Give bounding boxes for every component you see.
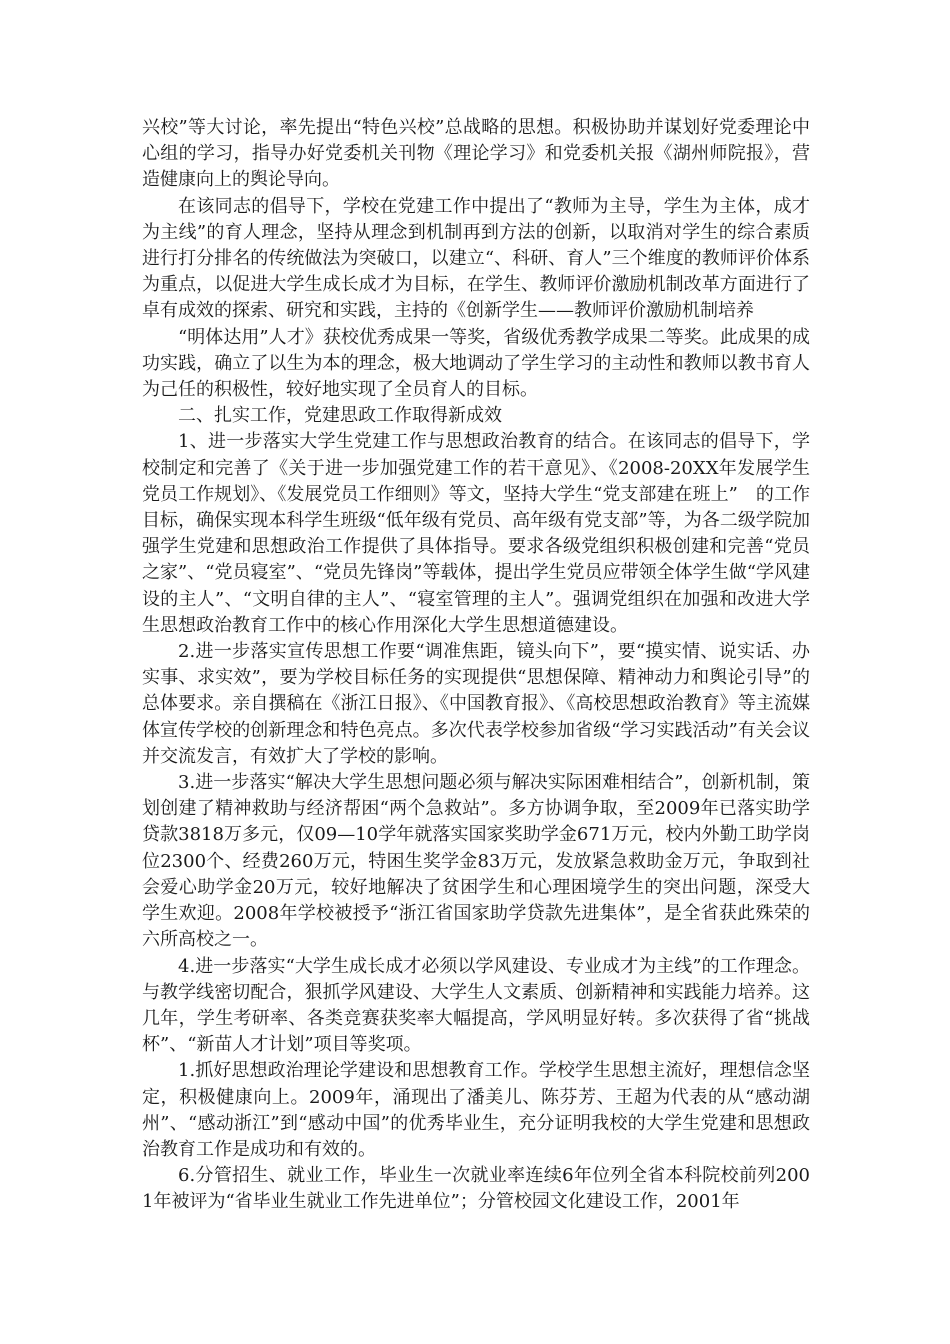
paragraph-education-concept: 在该同志的倡导下，学校在党建工作中提出了“教师为主导，学生为主体，成才为主线”的育人理念，坚持从理念到机制再到方法的创新，以取消对学生的综合素质进行打分排名的传统做法为突破口，以建立“、科研、育人”三个维度的教师评价体系为重点，以促进大学生成长成才为目标，在学生、教师评价激励机制改革方面进行了卓有成效的探索、研究和实践，主持的《创新学生——教师评价激励机制培养 <box>142 195 810 322</box>
section-heading: 二、扎实工作，党建思政工作取得新成效 <box>178 405 502 427</box>
paragraph-item-6: 6.分管招生、就业工作，毕业生一次就业率连续6年位列全省本科院校前列2001年被评为“省毕业生就业工作先进单位”；分管校园文化建设工作，2001年 <box>142 1165 810 1213</box>
paragraph-item-5: 1.抓好思想政治理论学建设和思想教育工作。学校学生思想主流好，理想信念坚定，积极健康向上。2009年，涌现出了潘美儿、陈芬芳、王超为代表的从“感动湖州”、“感动浙江”到“感动中国”的优秀毕业生，充分证明我校的大学生党建和思想政治教育工作是成功和有效的。 <box>142 1060 810 1160</box>
paragraph-continuation: 兴校”等大讨论，率先提出“特色兴校”总战略的思想。积极协助并谋划好党委理论中心组的学习，指导办好党委机关刊物《理论学习》和党委机关报《湖州师院报》，营造健康向上的舆论导向。 <box>142 117 810 191</box>
paragraph-item-3: 3.进一步落实“解决大学生思想问题必须与解决实际困难相结合”，创新机制，策划创建了精神救助与经济帮困“两个急救站”。多方协调争取，至2009年已落实助学贷款3818万多元，仅09—10学年就落实国家奖助学金671万元，校内外勤工助学岗位2300个、经费260万元，特困生奖学金83万元，发放紧急救助金万元，争取到社会爱心助学金20万元，较好地解决了贫困学生和心理困境学生的突出问题，深受大学生欢迎。2008年学校被授予“浙江省国家助学贷款先进集体”，是全省获此殊荣的六所高校之一。 <box>142 772 810 951</box>
paragraph-achievement: “明体达用”人才》获校优秀成果一等奖，省级优秀教学成果二等奖。此成果的成功实践，确立了以生为本的理念，极大地调动了学生学习的主动性和教师以教书育人为己任的积极性，较好地实现了全员育人的目标。 <box>142 326 810 401</box>
paragraph-item-4: 4.进一步落实“大学生成长成才必须以学风建设、专业成才为主线”的工作理念。与教学线密切配合，狠抓学风建设、大学生人文素质、创新精神和实践能力培养。这几年，学生考研率、各类竞赛获奖率大幅提高，学风明显好转。多次获得了省“挑战杯”、“新苗人才计划”项目等奖项。 <box>142 955 810 1056</box>
paragraph-item-2: 2.进一步落实宣传思想工作要“调准焦距，镜头向下”，要“摸实情、说实话、办实事、求实效”，要为学校目标任务的实现提供“思想保障、精神动力和舆论引导”的总体要求。亲自撰稿在《浙江日报》、《中国教育报》、《高校思想政治教育》等主流媒体宣传学校的创新理念和特色亮点。多次代表学校参加省级“学习实践活动”有关会议并交流发言，有效扩大了学校的影响。 <box>142 641 810 767</box>
document-page <box>142 115 810 1216</box>
paragraph-item-1: 1、进一步落实大学生党建工作与思想政治教育的结合。在该同志的倡导下，学校制定和完善了《关于进一步加强党建工作的若干意见》、《2008-20XX年发展学生党员工作规划》、《发展党员工作细则》等文，坚持大学生“党支部建在班上” 的工作目标，确保实现本科学生班级“低年级有党员、高年级有党支部”等，为各二级学院加强学生党建和思想政治工作提供了具体指导。要求各级党组织积极创建和完善“党员之家”、“党员寝室”、“党员先锋岗”等载体，提出学生党员应带领全体学生做“学风建设的主人”、“文明自律的主人”、“寝室管理的主人”。强调党组织在加强和改进大学生思想政治教育工作中的核心作用深化大学生思想道德建设。 <box>142 431 810 636</box>
